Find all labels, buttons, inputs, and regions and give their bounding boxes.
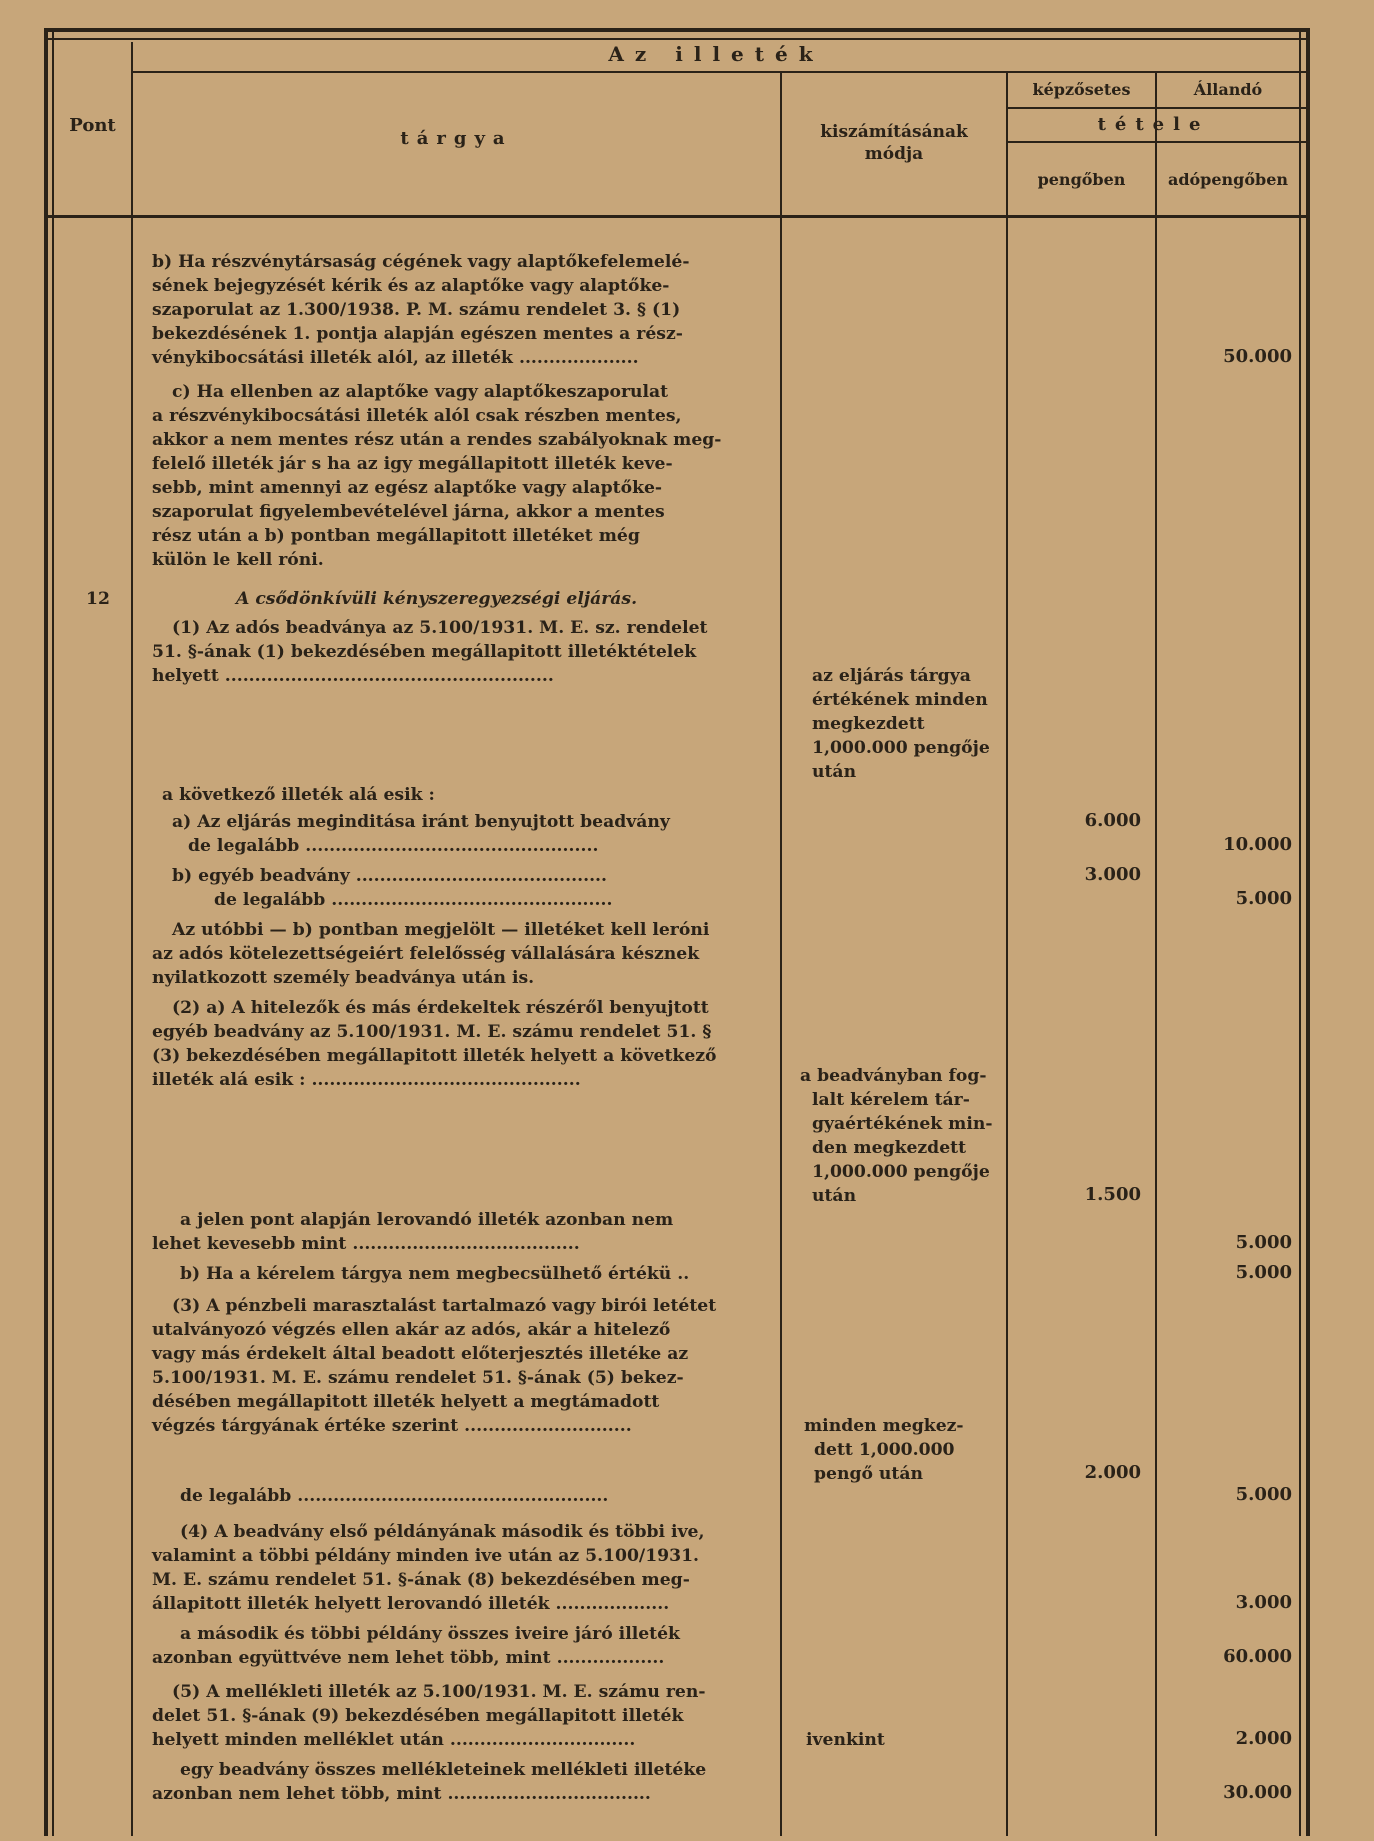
text-line: M. E. számu rendelet 51. §-ának (8) bekezdésében meg- [152, 1570, 690, 1590]
text-line: a második és többi példány összes iveire járó illeték [180, 1624, 680, 1644]
frame-left-inner [52, 28, 54, 1836]
modja-line: értékének minden [812, 690, 988, 710]
text-line: de legalább ............................................... [214, 890, 613, 910]
text-line: b) Ha a kérelem tárgya nem megbecsülhető értékü .. [180, 1264, 690, 1284]
header-adopengoben: adópengőben [1167, 170, 1289, 189]
header-allando: Állandó [1193, 80, 1263, 99]
pengo-value: 1.500 [1084, 1184, 1141, 1205]
header-pengoben: pengőben [1037, 170, 1126, 189]
col-divider-modja [1006, 72, 1008, 1836]
text-line: helyett minden melléklet után ............................... [152, 1730, 636, 1750]
text-line: (4) A beadvány első példányának második és többi ive, [180, 1522, 705, 1542]
text-line: a) Az eljárás meginditása iránt benyujtott beadvány [172, 812, 670, 832]
text-line: azonban együttvéve nem lehet több, mint .................. [152, 1648, 665, 1668]
header-modja-2: módja [864, 144, 924, 164]
text-line: de legalább ................................................. [188, 836, 599, 856]
text-line: egyéb beadvány az 5.100/1931. M. E. számu rendelet 51. § [152, 1022, 712, 1042]
header-title: Az illeték [608, 42, 824, 66]
adopengo-value: 5.000 [1235, 888, 1292, 909]
text-line: rész után a b) pontban megállapitott illetéket még [152, 526, 640, 546]
section-title: A csődönkívüli kényszeregyezségi eljárás. [236, 589, 638, 609]
text-line: a következő illeték alá esik : [162, 785, 435, 805]
text-line: vénykibocsátási illeték alól, az illeték .................... [152, 348, 639, 368]
modja-line: 1,000.000 pengője [812, 738, 990, 758]
text-line: az adós kötelezettségeiért felelősség vállalására késznek [152, 944, 700, 964]
text-line: a részvénykibocsátási illeték alól csak részben mentes, [152, 406, 682, 426]
text-line: akkor a nem mentes rész után a rendes szabályoknak meg- [152, 430, 722, 450]
text-line: c) Ha ellenben az alaptőke vagy alaptőkeszaporulat [172, 382, 669, 402]
header-rule-tetele [1006, 107, 1306, 109]
text-line: (3) A pénzbeli marasztalást tartalmazó vagy birói letétet [172, 1296, 717, 1316]
modja-line: lalt kérelem tár- [812, 1090, 970, 1110]
text-line: szaporulat az 1.300/1938. P. M. számu rendelet 3. § (1) [152, 300, 681, 320]
frame-left-outer [44, 28, 48, 1836]
adopengo-value: 5.000 [1235, 1262, 1292, 1283]
text-line: valamint a többi példány minden ive után az 5.100/1931. [152, 1546, 700, 1566]
pengo-value: 6.000 [1084, 810, 1141, 831]
frame-right-inner [1299, 28, 1301, 1836]
section-number: 12 [86, 589, 110, 609]
header-targya: tárgya [400, 128, 513, 149]
text-line: külön le kell róni. [152, 550, 324, 570]
modja-line: után [812, 762, 857, 782]
text-line: felelő illeték jár s ha az igy megállapitott illeték keve- [152, 454, 673, 474]
adopengo-value: 3.000 [1235, 1592, 1292, 1613]
modja-line: dett 1,000.000 [814, 1440, 955, 1460]
text-line: a jelen pont alapján lerovandó illeték azonban nem [180, 1210, 674, 1230]
pengo-value: 3.000 [1084, 864, 1141, 885]
col-divider-pengo [1155, 72, 1157, 1836]
text-line: (1) Az adós beadványa az 5.100/1931. M. E. sz. rendelet [172, 618, 708, 638]
adopengo-value: 5.000 [1235, 1484, 1292, 1505]
text-line: delet 51. §-ának (9) bekezdésében megállapitott illeték [152, 1706, 684, 1726]
adopengo-value: 2.000 [1235, 1728, 1292, 1749]
text-line: vagy más érdekelt által beadott előterjesztés illetéke az [152, 1344, 689, 1364]
text-line: lehet kevesebb mint ...................................... [152, 1234, 580, 1254]
text-line: 51. §-ának (1) bekezdésében megállapitott illetéktételek [152, 642, 697, 662]
frame-right-outer [1306, 28, 1310, 1836]
modja-line: megkezdett [812, 714, 925, 734]
text-line: illeték alá esik : ............................................. [152, 1070, 581, 1090]
adopengo-value: 50.000 [1223, 346, 1292, 367]
text-line: (2) a) A hitelezők és más érdekeltek részéről benyujtott [172, 998, 709, 1018]
text-line: b) egyéb beadvány .......................................... [172, 866, 608, 886]
modja-line: az eljárás tárgya [812, 666, 971, 686]
text-line: szaporulat figyelembevételével járna, akkor a mentes [152, 502, 665, 522]
adopengo-value: 30.000 [1223, 1782, 1292, 1803]
header-pont: Pont [69, 115, 116, 136]
text-line: b) Ha részvénytársaság cégének vagy alaptőkefelemelé- [152, 252, 690, 272]
text-line: 5.100/1931. M. E. számu rendelet 51. §-ának (5) bekez- [152, 1368, 684, 1388]
modja-line: minden megkez- [804, 1416, 964, 1436]
frame-top-inner [44, 38, 1310, 40]
text-line: nyilatkozott személy beadványa után is. [152, 968, 535, 988]
col-divider-pont [131, 42, 133, 1836]
text-line: (3) bekezdésében megállapitott illeték helyett a következő [152, 1046, 717, 1066]
header-modja-1: kiszámításának [820, 122, 968, 142]
text-line: Az utóbbi — b) pontban megjelölt — illetéket kell leróni [172, 920, 710, 940]
header-rule-title [131, 71, 1306, 73]
adopengo-value: 60.000 [1223, 1646, 1292, 1667]
modja-line: után [812, 1186, 857, 1206]
text-line: de legalább .................................................... [180, 1486, 609, 1506]
modja-line: a beadványban fog- [800, 1066, 987, 1086]
header-tetele: tétele [1097, 114, 1210, 135]
adopengo-value: 5.000 [1235, 1232, 1292, 1253]
modja-line: gyaértékének min- [812, 1114, 993, 1134]
text-line: sebb, mint amennyi az egész alaptőke vagy alaptőke- [152, 478, 663, 498]
modja-line: 1,000.000 pengője [812, 1162, 990, 1182]
modja-line: den megkezdett [812, 1138, 967, 1158]
header-kepzosetes: képzősetes [1032, 80, 1131, 99]
text-line: désében megállapitott illeték helyett a megtámadott [152, 1392, 660, 1412]
header-rule-bottom [44, 215, 1310, 218]
text-line: állapitott illeték helyett lerovandó illeték ................... [152, 1594, 670, 1614]
text-line: végzés tárgyának értéke szerint ............................ [152, 1416, 632, 1436]
text-line: sének bejegyzését kérik és az alaptőke vagy alaptőke- [152, 276, 670, 296]
text-line: helyett ....................................................... [152, 666, 554, 686]
adopengo-value: 10.000 [1223, 834, 1292, 855]
frame-top-outer [44, 28, 1310, 32]
text-line: egy beadvány összes mellékleteinek mellékleti illetéke [180, 1760, 707, 1780]
text-line: bekezdésének 1. pontja alapján egészen mentes a rész- [152, 324, 683, 344]
text-line: (5) A mellékleti illeték az 5.100/1931. M. E. számu ren- [172, 1682, 706, 1702]
text-line: utalványozó végzés ellen akár az adós, akár a hitelező [152, 1320, 671, 1340]
pengo-value: 2.000 [1084, 1462, 1141, 1483]
text-line: azonban nem lehet több, mint .................................. [152, 1784, 651, 1804]
col-divider-targya [780, 72, 782, 1836]
modja-line: pengő után [814, 1464, 923, 1484]
header-rule-units [1006, 141, 1306, 143]
modja-line: ivenkint [806, 1730, 885, 1750]
